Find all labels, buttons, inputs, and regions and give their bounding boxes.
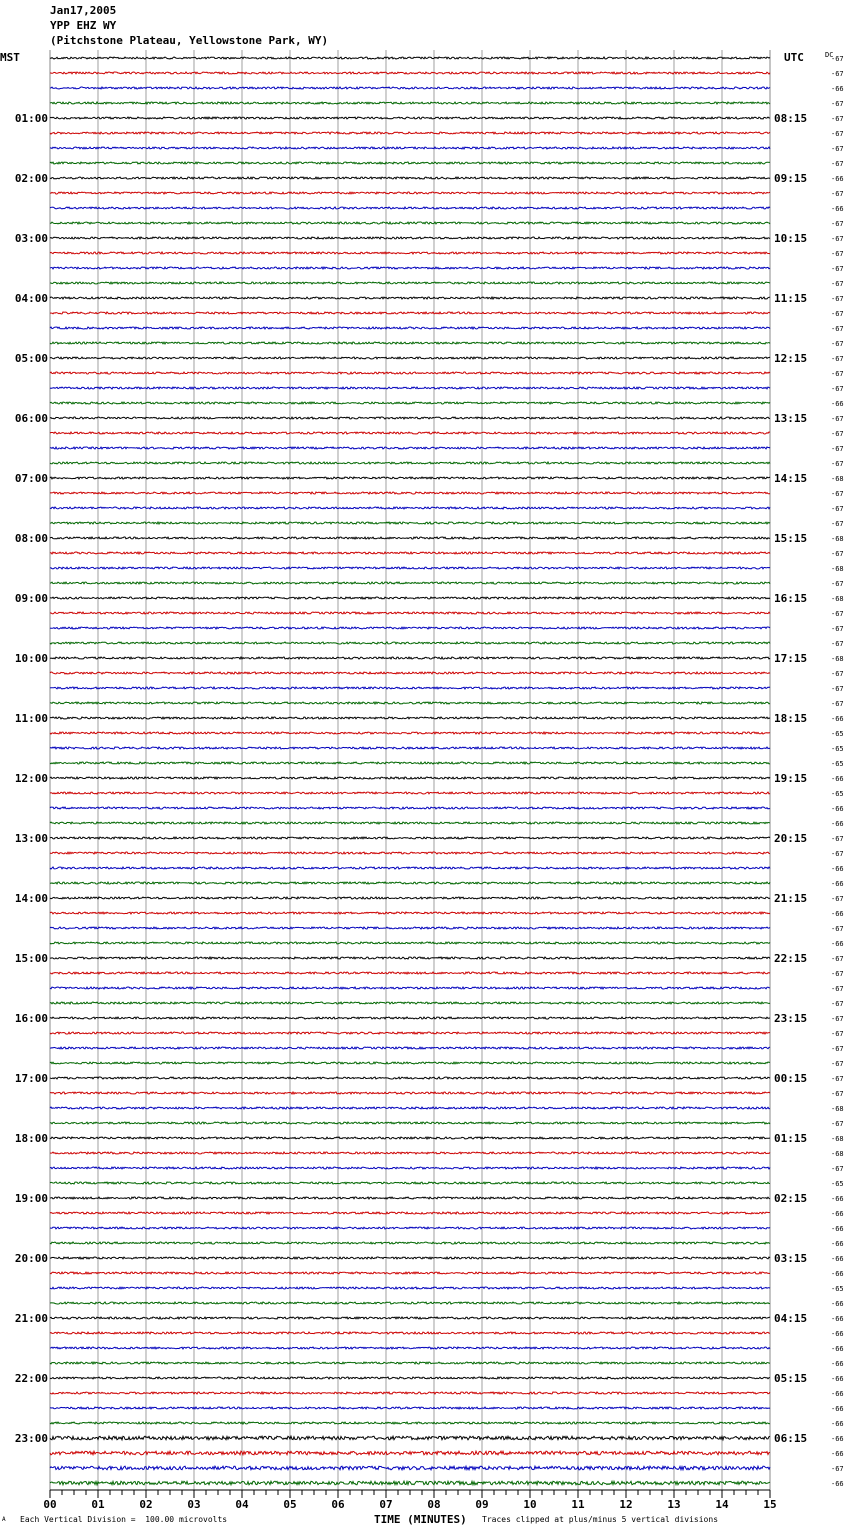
seismic-trace [50,402,770,404]
dc-offset-label: -67 [831,310,844,318]
mst-hour-label: 11:00 [14,712,48,725]
seismic-trace [50,882,770,884]
dc-offset-label: -66 [831,1390,844,1398]
scale-note: Each Vertical Division = 100.00 microvolts [20,1515,228,1524]
dc-offset-label: -67 [831,955,844,963]
dc-offset-label: -67 [831,1090,844,1098]
dc-offset-label: -65 [831,790,844,798]
dc-offset-label: -67 [831,190,844,198]
seismic-trace [50,267,770,269]
dc-offset-label: -67 [831,70,844,78]
utc-hour-label: 23:15 [774,1012,808,1025]
mst-hour-label: 18:00 [14,1132,48,1145]
dc-offset-label: -67 [831,505,844,513]
mst-hour-label: 23:00 [14,1432,48,1445]
minute-tick-label: 15 [763,1498,777,1511]
dc-offset-label: -67 [831,1000,844,1008]
seismic-trace [50,642,770,644]
dc-offset-label: -67 [831,520,844,528]
seismic-trace [50,1197,770,1199]
utc-hour-label: 11:15 [774,292,808,305]
dc-offset-label: -67 [831,490,844,498]
seismic-trace [50,1407,770,1409]
seismic-trace [50,1302,770,1304]
seismic-trace [50,717,770,719]
seismic-trace [50,477,770,479]
seismic-trace [50,1362,770,1364]
dc-offset-label: -67 [831,460,844,468]
footer-mark: A [2,1516,6,1523]
utc-hour-label: 17:15 [774,652,808,665]
dc-offset-label: -67 [831,280,844,288]
minute-tick-label: 01 [91,1498,105,1511]
minute-tick-label: 08 [427,1498,441,1511]
dc-offset-label: -66 [831,1255,844,1263]
utc-hour-label: 02:15 [774,1192,808,1205]
dc-offset-label: -67 [831,985,844,993]
mst-hour-label: 03:00 [14,232,48,245]
dc-offset-label: -65 [831,1285,844,1293]
utc-hour-label: 04:15 [774,1312,808,1325]
seismic-trace [50,1137,770,1139]
mst-hour-label: 21:00 [14,1312,48,1325]
seismic-trace [50,1481,770,1485]
x-axis-label: TIME (MINUTES) [374,1513,467,1526]
station-location: (Pitchstone Plateau, Yellowstone Park, WY) [50,34,329,47]
dc-offset-label: -68 [831,655,844,663]
utc-hour-label: 19:15 [774,772,808,785]
station-code: YPP EHZ WY [50,19,117,32]
mst-hour-label: 22:00 [14,1372,48,1385]
dc-offset-label: -67 [831,385,844,393]
seismic-trace [50,327,770,329]
dc-offset-label: -65 [831,760,844,768]
minute-tick-label: 13 [667,1498,681,1511]
utc-hour-label: 20:15 [774,832,808,845]
dc-offset-label: -67 [831,130,844,138]
mst-hour-label: 08:00 [14,532,48,545]
dc-offset-label: -66 [831,715,844,723]
dc-offset-label: -67 [831,970,844,978]
dc-offset-label: -67 [831,250,844,258]
minute-tick-label: 11 [571,1498,585,1511]
dc-offset-label: -66 [831,1405,844,1413]
dc-offset-label: -67 [831,550,844,558]
dc-offset-label: -66 [831,85,844,93]
dc-offset-label: -66 [831,400,844,408]
seismic-trace [50,1257,770,1259]
seismic-trace [50,1451,770,1455]
dc-offset-label: -67 [831,925,844,933]
utc-hour-label: 06:15 [774,1432,808,1445]
seismic-trace [50,1317,770,1319]
seismic-trace [50,1122,770,1124]
dc-offset-label: -66 [831,1240,844,1248]
dc-offset-label: -66 [831,880,844,888]
minute-tick-label: 07 [379,1498,393,1511]
left-axis-label: MST [0,51,20,64]
utc-hour-label: 18:15 [774,712,808,725]
seismic-trace [50,117,770,119]
utc-hour-label: 01:15 [774,1132,808,1145]
minute-tick-label: 09 [475,1498,489,1511]
dc-offset-label: -68 [831,1105,844,1113]
dc-offset-label: -67 [831,55,844,63]
right-axis-label: UTC [784,51,804,64]
seismic-trace [50,777,770,779]
seismic-trace [50,417,770,419]
seismic-trace [50,132,770,134]
seismic-trace [50,1272,770,1274]
dc-offset-label: -67 [831,895,844,903]
utc-hour-label: 14:15 [774,472,808,485]
minute-tick-label: 05 [283,1498,297,1511]
dc-offset-label: -67 [831,235,844,243]
dc-offset-label: -67 [831,370,844,378]
seismic-trace [50,852,770,854]
seismic-trace [50,672,770,674]
seismic-trace [50,537,770,539]
seismic-trace [50,507,770,509]
dc-label: DC [825,51,834,59]
dc-offset-label: -67 [831,670,844,678]
mst-hour-label: 14:00 [14,892,48,905]
dc-offset-label: -66 [831,1270,844,1278]
seismic-trace [50,972,770,974]
seismic-trace [50,657,770,659]
dc-offset-label: -66 [831,1375,844,1383]
dc-offset-label: -68 [831,535,844,543]
dc-offset-label: -67 [831,1060,844,1068]
dc-offset-label: -66 [831,175,844,183]
seismic-trace [50,1466,770,1470]
utc-hour-label: 10:15 [774,232,808,245]
mst-hour-label: 19:00 [14,1192,48,1205]
mst-hour-label: 12:00 [14,772,48,785]
dc-offset-label: -67 [831,700,844,708]
dc-offset-label: -67 [831,265,844,273]
dc-offset-label: -67 [831,1015,844,1023]
seismic-trace [50,72,770,74]
dc-offset-label: -66 [831,1195,844,1203]
dc-offset-label: -65 [831,730,844,738]
dc-offset-label: -67 [831,1465,844,1473]
dc-offset-label: -67 [831,850,844,858]
dc-offset-label: -67 [831,580,844,588]
seismic-trace [50,597,770,599]
dc-offset-label: -66 [831,1315,844,1323]
seismic-trace [50,822,770,824]
seismic-trace [50,1287,770,1289]
seismic-trace [50,1332,770,1334]
dc-offset-label: -66 [831,1330,844,1338]
seismic-trace [50,1436,770,1440]
time-axis-ticks [43,1490,776,1511]
seismic-trace [50,792,770,794]
clip-note: Traces clipped at plus/minus 5 vertical divisions [482,1515,719,1524]
seismic-trace [50,222,770,224]
seismic-trace [50,1242,770,1244]
dc-offset-label: -67 [831,445,844,453]
dc-offset-label: -65 [831,745,844,753]
seismic-trace [50,732,770,734]
seismic-trace [50,567,770,569]
minute-tick-label: 12 [619,1498,633,1511]
dc-offset-label: -66 [831,820,844,828]
seismic-trace [50,297,770,299]
dc-offset-label: -66 [831,805,844,813]
seismic-trace [50,957,770,959]
dc-offset-label: -67 [831,835,844,843]
mst-hour-label: 13:00 [14,832,48,845]
seismic-trace [50,372,770,374]
dc-offset-label: -66 [831,1300,844,1308]
seismic-trace [50,237,770,239]
seismic-trace [50,1002,770,1004]
seismic-trace [50,1152,770,1154]
utc-hour-label: 21:15 [774,892,808,905]
dc-offset-label: -66 [831,1225,844,1233]
dc-offset-label: -66 [831,205,844,213]
seismic-trace [50,1392,770,1394]
seismic-trace [50,102,770,104]
seismic-trace [50,627,770,629]
minute-tick-label: 03 [187,1498,201,1511]
dc-offset-label: -67 [831,160,844,168]
dc-offset-label: -67 [831,640,844,648]
utc-hour-label: 00:15 [774,1072,808,1085]
dc-offset-label: -66 [831,1360,844,1368]
dc-offset-label: -67 [831,415,844,423]
dc-offset-label: -68 [831,1150,844,1158]
chart-date: Jan17,2005 [50,4,117,17]
dc-offset-label: -68 [831,595,844,603]
seismic-trace [50,1167,770,1169]
seismic-trace [50,492,770,494]
seismic-trace [50,1107,770,1109]
mst-hour-label: 16:00 [14,1012,48,1025]
seismic-trace [50,912,770,914]
mst-hour-label: 05:00 [14,352,48,365]
seismic-trace [50,462,770,464]
seismic-trace [50,1047,770,1049]
dc-offset-label: -67 [831,295,844,303]
minute-tick-label: 04 [235,1498,249,1511]
dc-offset-label: -66 [831,1435,844,1443]
dc-offset-label: -67 [831,1120,844,1128]
seismic-trace [50,87,770,89]
dc-offset-label: -67 [831,100,844,108]
seismic-trace [50,57,770,59]
seismic-trace [50,342,770,344]
mst-hour-label: 06:00 [14,412,48,425]
seismic-trace [50,897,770,899]
utc-hour-label: 08:15 [774,112,808,125]
seismic-trace [50,192,770,194]
seismic-trace [50,1032,770,1034]
mst-hour-label: 02:00 [14,172,48,185]
seismic-trace [50,942,770,944]
dc-offset-label: -66 [831,1345,844,1353]
dc-offset-label: -65 [831,1180,844,1188]
dc-offset-label: -67 [831,145,844,153]
dc-offset-label: -68 [831,475,844,483]
seismic-trace [50,582,770,584]
seismic-trace [50,807,770,809]
dc-offset-label: -68 [831,1135,844,1143]
seismic-trace [50,147,770,149]
utc-hour-label: 12:15 [774,352,808,365]
seismic-trace [50,1212,770,1214]
seismic-trace [50,432,770,434]
dc-offset-label: -66 [831,1450,844,1458]
dc-offset-label: -67 [831,610,844,618]
seismic-trace [50,837,770,839]
mst-hour-label: 15:00 [14,952,48,965]
seismic-trace [50,162,770,164]
seismic-trace [50,762,770,764]
seismic-trace [50,1377,770,1379]
seismic-trace [50,1062,770,1064]
seismic-trace [50,1017,770,1019]
dc-offset-label: -67 [831,1045,844,1053]
seismic-trace [50,312,770,314]
seismic-trace [50,1077,770,1079]
seismic-trace [50,522,770,524]
dc-offset-label: -66 [831,865,844,873]
mst-hour-label: 17:00 [14,1072,48,1085]
dc-offset-label: -66 [831,1420,844,1428]
seismic-trace [50,987,770,989]
utc-hour-label: 15:15 [774,532,808,545]
seismic-trace [50,1227,770,1229]
utc-hour-label: 22:15 [774,952,808,965]
utc-hour-label: 09:15 [774,172,808,185]
dc-offset-label: -67 [831,340,844,348]
dc-offset-label: -66 [831,940,844,948]
dc-offset-label: -66 [831,910,844,918]
mst-hour-label: 20:00 [14,1252,48,1265]
dc-offset-label: -67 [831,1030,844,1038]
seismic-trace [50,387,770,389]
seismic-trace [50,282,770,284]
seismic-trace [50,867,770,869]
minute-tick-label: 00 [43,1498,57,1511]
minute-tick-label: 06 [331,1498,345,1511]
utc-hour-label: 03:15 [774,1252,808,1265]
dc-offset-label: -66 [831,1210,844,1218]
seismic-trace [50,1422,770,1424]
seismic-trace [50,252,770,254]
seismic-trace [50,687,770,689]
seismic-trace [50,1182,770,1184]
dc-offset-label: -67 [831,220,844,228]
utc-hour-label: 05:15 [774,1372,808,1385]
dc-offset-label: -67 [831,625,844,633]
dc-offset-label: -67 [831,1075,844,1083]
mst-hour-label: 10:00 [14,652,48,665]
seismic-trace [50,927,770,929]
minute-tick-label: 14 [715,1498,729,1511]
mst-hour-label: 09:00 [14,592,48,605]
seismic-trace [50,207,770,209]
dc-offset-label: -66 [831,1480,844,1488]
dc-offset-label: -66 [831,775,844,783]
mst-hour-label: 07:00 [14,472,48,485]
seismic-trace [50,747,770,749]
dc-offset-label: -67 [831,685,844,693]
seismic-trace [50,447,770,449]
mst-hour-label: 01:00 [14,112,48,125]
utc-hour-label: 13:15 [774,412,808,425]
minute-tick-label: 10 [523,1498,537,1511]
dc-offset-label: -67 [831,115,844,123]
minute-tick-label: 02 [139,1498,153,1511]
seismic-trace [50,552,770,554]
seismic-trace [50,612,770,614]
dc-offset-label: -67 [831,430,844,438]
seismic-trace [50,702,770,704]
dc-offset-label: -67 [831,325,844,333]
seismic-trace [50,1347,770,1349]
mst-hour-label: 04:00 [14,292,48,305]
seismic-trace [50,177,770,179]
dc-offset-label: -68 [831,565,844,573]
dc-offset-label: -67 [831,1165,844,1173]
utc-hour-label: 16:15 [774,592,808,605]
seismic-traces [50,57,770,1485]
seismic-trace [50,1092,770,1094]
dc-offset-label: -67 [831,355,844,363]
seismic-trace [50,357,770,359]
